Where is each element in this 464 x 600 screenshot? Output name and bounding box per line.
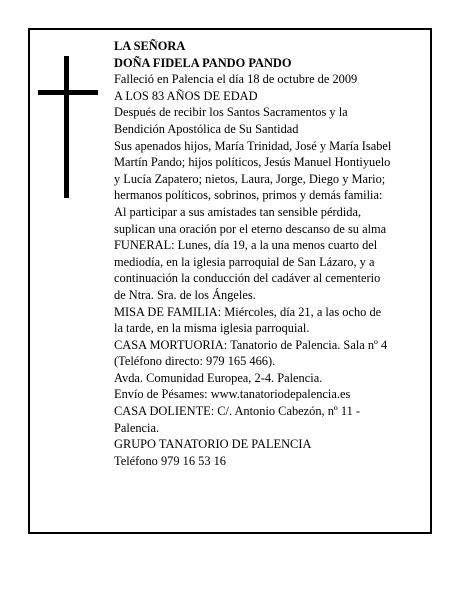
age-line: A LOS 83 AÑOS DE EDAD <box>114 88 258 103</box>
prayer-line-1: Al participar a sus amistades tan sensible pérdida, <box>114 204 362 219</box>
funeral-line-3: continuación la conducción del cadáver al cementerio <box>114 271 381 286</box>
sacraments-line-1: Después de recibir los Santos Sacramentos y la <box>114 105 348 120</box>
funeral-line-1: FUNERAL: Lunes, día 19, a la una menos cuarto del <box>114 238 378 253</box>
company-phone: Teléfono 979 16 53 16 <box>114 453 227 468</box>
family-mass-line-1: MISA DE FAMILIA: Miércoles, día 21, a las ocho de <box>114 304 382 319</box>
deceased-name: DOÑA FIDELA PANDO PANDO <box>114 55 292 70</box>
family-home-line-1: CASA DOLIENTE: C/. Antonio Cabezón, nº 11 - <box>114 404 361 419</box>
funeral-line-4: de Ntra. Sra. de los Ángeles. <box>114 287 256 302</box>
family-home-line-2: Palencia. <box>114 420 160 435</box>
funeral-home-line-1: CASA MORTUORIA: Tanatorio de Palencia. Sala nº 4 <box>114 337 388 352</box>
family-mass-line-2: la tarde, en la misma iglesia parroquial. <box>114 321 310 336</box>
cross-icon <box>38 56 98 198</box>
cross-vertical-bar <box>64 56 69 198</box>
funeral-home-address: Avda. Comunidad Europea, 2-4. Palencia. <box>114 370 323 385</box>
family-line-4: hermanos políticos, sobrinos, primos y demás familia: <box>114 188 383 203</box>
condolences-website: Envío de Pésames: www.tanatoriodepalencia.es <box>114 387 351 402</box>
company-name: GRUPO TANATORIO DE PALENCIA <box>114 437 312 452</box>
sacraments-line-2: Bendición Apostólica de Su Santidad <box>114 121 299 136</box>
obituary-text <box>114 38 424 469</box>
family-line-1: Sus apenados hijos, María Trinidad, José y María Isabel <box>114 138 392 153</box>
notice-heading: LA SEÑORA <box>114 39 186 53</box>
funeral-line-2: mediodía, en la iglesia parroquial de San Lázaro, y a <box>114 254 375 269</box>
funeral-home-phone: (Teléfono directo: 979 165 466). <box>114 354 276 369</box>
family-line-3: y Lucía Zapatero; nietos, Laura, Jorge, Diego y Mario; <box>114 171 386 186</box>
cross-horizontal-bar <box>38 90 98 95</box>
prayer-line-2: suplican una oración por el eterno descanso de su alma <box>114 221 387 236</box>
death-date-line: Falleció en Palencia el día 18 de octubre de 2009 <box>114 72 358 87</box>
family-line-2: Martín Pando; hijos políticos, Jesús Manuel Hontiyuelo <box>114 155 391 170</box>
